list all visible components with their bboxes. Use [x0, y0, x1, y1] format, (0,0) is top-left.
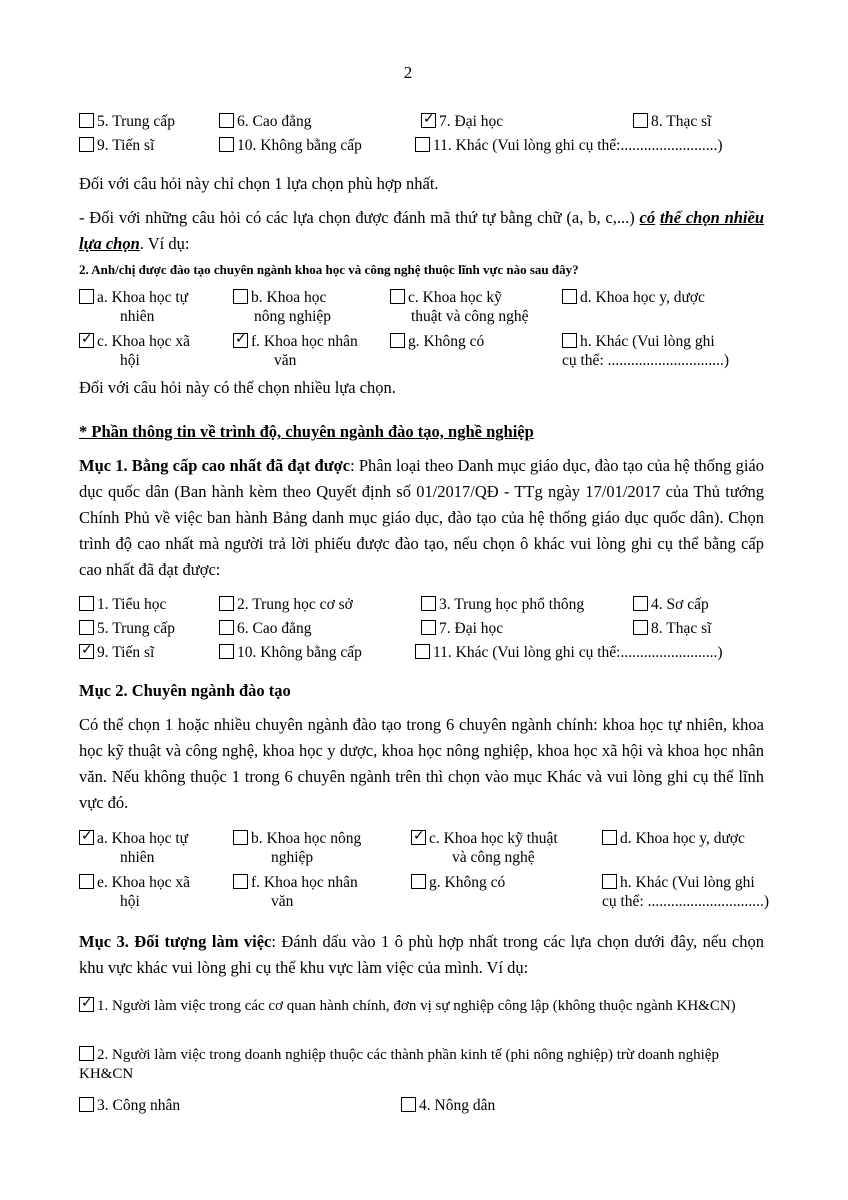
checkbox[interactable]: [233, 289, 248, 304]
checkbox-checked[interactable]: [79, 644, 94, 659]
checkbox-option[interactable]: ✓1. Người làm việc trong các cơ quan hành chính, đơn vị sự nghiệp công lập (không thuộc ngành KH&CN): [79, 997, 769, 1016]
checkbox[interactable]: [633, 596, 648, 611]
checkbox-option[interactable]: g. Không có: [390, 332, 484, 351]
checkbox-option[interactable]: 6. Cao đẳng: [219, 619, 311, 638]
checkbox-option[interactable]: b. Khoa học nông nghiệp: [233, 829, 361, 867]
checkbox[interactable]: [602, 874, 617, 889]
checkbox[interactable]: [633, 620, 648, 635]
checkbox[interactable]: [219, 596, 234, 611]
checkbox[interactable]: [79, 1097, 94, 1112]
muc3-paragraph: Mục 3. Đối tượng làm việc: Đánh dấu vào 1 ô phù hợp nhất trong các lựa chọn dưới đây, nếu chọn khu vực khác vui lòng ghi cụ thể khu vực làm việc của mình. Ví dụ:: [79, 932, 764, 977]
checkbox-option[interactable]: ✓9. Tiến sĩ: [79, 643, 154, 662]
checkbox-option[interactable]: 5. Trung cấp: [79, 112, 175, 131]
checkbox[interactable]: [79, 1046, 94, 1061]
muc2-paragraph: Có thể chọn 1 hoặc nhiều chuyên ngành đào tạo trong 6 chuyên ngành chính: khoa học tự nhiên, khoa học kỹ thuật và công nghệ, khoa học y dược, khoa học nông nghiệp, khoa học xã hội và khoa học nhân văn. Nếu không thuộc 1 trong 6 chuyên ngành trên thì chọn vào mục Khác và vui lòng ghi cụ thể lĩnh vực đó.: [79, 715, 764, 812]
checkbox-option[interactable]: d. Khoa học y, dược: [562, 288, 705, 307]
checkbox-option[interactable]: 9. Tiến sĩ: [79, 136, 154, 155]
checkbox-option[interactable]: 3. Trung học phổ thông: [421, 595, 584, 614]
checkbox[interactable]: [219, 113, 234, 128]
checkbox-checked[interactable]: [79, 830, 94, 845]
checkbox[interactable]: [390, 289, 405, 304]
checkbox[interactable]: [562, 289, 577, 304]
checkbox-option[interactable]: 8. Thạc sĩ: [633, 112, 711, 131]
muc1-title: Mục 1. Bằng cấp cao nhất đã đạt được: [79, 456, 351, 475]
checkbox-option[interactable]: 2. Người làm việc trong doanh nghiệp thuộc các thành phần kinh tế (phi nông nghiệp) trừ doanh nghiệp KH&CN: [79, 1047, 719, 1082]
checkbox[interactable]: [79, 289, 94, 304]
checkbox[interactable]: [233, 874, 248, 889]
checkbox[interactable]: [219, 137, 234, 152]
checkbox-option[interactable]: b. Khoa học nông nghiệp: [233, 288, 331, 326]
example-question: 2. Anh/chị được đào tạo chuyên ngành khoa học và công nghệ thuộc lĩnh vực nào sau đây?: [79, 262, 579, 277]
checkbox-option[interactable]: 10. Không bằng cấp: [219, 643, 362, 662]
checkbox-option[interactable]: ✓f. Khoa học nhân văn: [233, 332, 358, 370]
checkbox-checked[interactable]: [411, 830, 426, 845]
checkbox[interactable]: [233, 830, 248, 845]
note-single-choice: Đối với câu hỏi này chỉ chọn 1 lựa chọn phù hợp nhất.: [79, 174, 439, 193]
note-multi-choice: Đối với câu hỏi này có thể chọn nhiều lựa chọn.: [79, 378, 396, 397]
checkbox[interactable]: [79, 620, 94, 635]
checkbox-option[interactable]: 11. Khác (Vui lòng ghi cụ thể:.........................): [415, 643, 723, 662]
checkbox-checked[interactable]: [79, 333, 94, 348]
checkbox[interactable]: [219, 620, 234, 635]
checkbox-option[interactable]: 10. Không bằng cấp: [219, 136, 362, 155]
checkbox[interactable]: [79, 874, 94, 889]
checkbox[interactable]: [415, 644, 430, 659]
checkbox-option[interactable]: 6. Cao đẳng: [219, 112, 311, 131]
checkbox[interactable]: [390, 333, 405, 348]
multi-choice-intro: - Đối với những câu hỏi có các lựa chọn được đánh mã thứ tự bằng chữ (a, b, c,...) có thể chọn nhiều lựa chọn. Ví dụ:: [79, 208, 765, 253]
checkbox-option[interactable]: 1. Tiểu học: [79, 595, 166, 614]
checkbox[interactable]: [421, 620, 436, 635]
checkbox-option[interactable]: 8. Thạc sĩ: [633, 619, 711, 638]
checkbox-option[interactable]: a. Khoa học tự nhiên: [79, 288, 188, 326]
checkbox-option[interactable]: ✓c. Khoa học kỹ thuật và công nghệ: [411, 829, 558, 867]
muc2-title: Mục 2. Chuyên ngành đào tạo: [79, 681, 291, 700]
checkbox[interactable]: [79, 137, 94, 152]
checkbox[interactable]: [79, 113, 94, 128]
checkbox-option[interactable]: h. Khác (Vui lòng ghi cụ thể: ..............................): [562, 333, 730, 369]
section-title: * Phần thông tin về trình độ, chuyên ngành đào tạo, nghề nghiệp: [79, 422, 534, 441]
checkbox[interactable]: [219, 644, 234, 659]
checkbox[interactable]: [411, 874, 426, 889]
checkbox-option[interactable]: 4. Nông dân: [401, 1096, 495, 1115]
checkbox-checked[interactable]: [421, 113, 436, 128]
checkbox-option[interactable]: ✓c. Khoa học xã hội: [79, 332, 190, 370]
checkbox[interactable]: [79, 596, 94, 611]
checkbox[interactable]: [421, 596, 436, 611]
checkbox[interactable]: [415, 137, 430, 152]
checkbox-option[interactable]: ✓a. Khoa học tự nhiên: [79, 829, 188, 867]
checkbox-option[interactable]: e. Khoa học xã hội: [79, 873, 190, 911]
checkbox-option[interactable]: 2. Trung học cơ sở: [219, 595, 353, 614]
checkbox-checked[interactable]: [233, 333, 248, 348]
page-number: 2: [403, 63, 413, 82]
checkbox[interactable]: [633, 113, 648, 128]
checkbox-option[interactable]: 11. Khác (Vui lòng ghi cụ thể:.........................): [415, 136, 723, 155]
checkbox-option[interactable]: 5. Trung cấp: [79, 619, 175, 638]
checkbox[interactable]: [562, 333, 577, 348]
checkbox[interactable]: [401, 1097, 416, 1112]
checkbox-option[interactable]: 7. Đại học: [421, 619, 503, 638]
checkbox-option[interactable]: d. Khoa học y, dược: [602, 829, 745, 848]
checkbox-option[interactable]: 4. Sơ cấp: [633, 595, 709, 614]
checkbox-checked[interactable]: [79, 997, 94, 1012]
checkbox-option[interactable]: f. Khoa học nhân văn: [233, 873, 358, 911]
checkbox-option[interactable]: 3. Công nhân: [79, 1096, 180, 1115]
checkbox-option[interactable]: c. Khoa học kỹ thuật và công nghệ: [390, 288, 529, 326]
checkbox-option[interactable]: ✓ 7. Đại học: [421, 112, 503, 131]
checkbox[interactable]: [602, 830, 617, 845]
muc3-title: Mục 3. Đối tượng làm việc: [79, 932, 272, 951]
checkbox-option[interactable]: h. Khác (Vui lòng ghi cụ thể: ..............................): [602, 874, 770, 910]
checkbox-option[interactable]: g. Không có: [411, 873, 505, 892]
muc1-paragraph: Mục 1. Bằng cấp cao nhất đã đạt được: Phân loại theo Danh mục giáo dục, đào tạo của hệ thống giáo dục quốc dân (Ban hành kèm theo Quyết định số 01/2017/QĐ - TTg ngày 17/01/2017 của Thủ tướng Chính Phủ về việc ban hành Bảng danh mục giáo dục, đào tạo của hệ thống giáo dục quốc dân). Chọn trình độ cao nhất mà người trả lời phiếu được đào tạo, nếu chọn ô khác vui lòng ghi cụ thể bằng cấp cao nhất đã đạt được:: [79, 456, 765, 579]
